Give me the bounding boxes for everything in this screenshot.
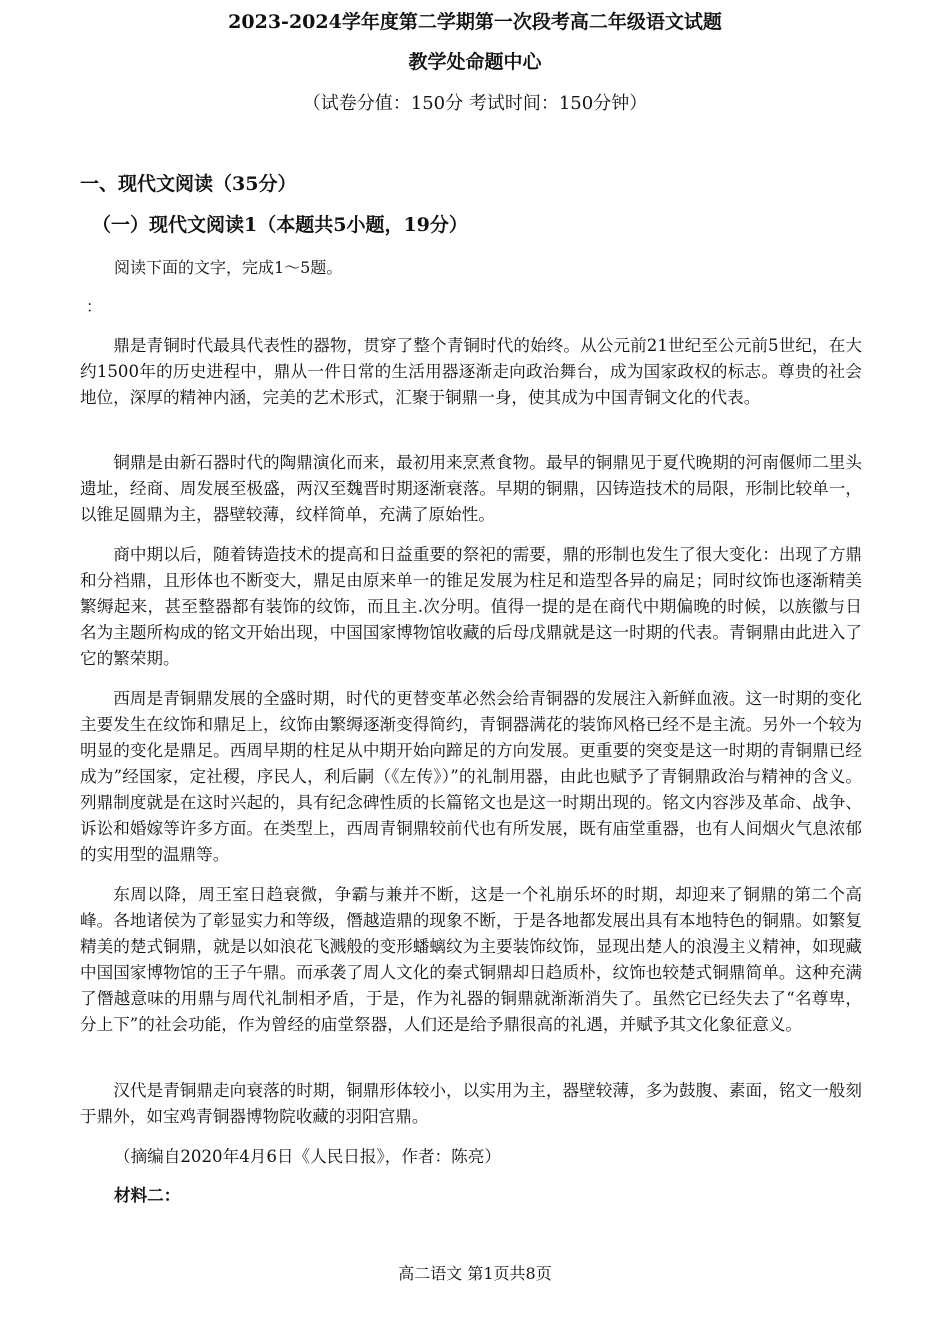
exam-issuer: 教学处命题中心: [408, 51, 542, 73]
reading-instruction: 阅读下面的文字，完成1～5题。: [114, 258, 343, 277]
material-two-label: 材料二：: [114, 1185, 181, 1205]
exam-title: 2023-2024学年度第二学期第一次段考高二年级语文试题: [228, 11, 722, 33]
section-subheading: （一）现代文阅读1（本题共5小题，19分）: [92, 214, 468, 236]
paragraph-5: 东周以降，周王室日趋衰微，争霸与兼并不断，这是一个礼崩乐坏的时期，却迎来了铜鼎的第二个高峰。各地诸侯为了彰显实力和等级，僭越造鼎的现象不断，于是各地都发展出具有本地特色的铜鼎。如繁复精美的楚式铜鼎，就是以如浪花飞溅般的变形蟠螭纹为主要装饰纹饰，显现出楚人的浪漫主义精神，如现藏中国国家博物馆的王子午鼎。而承袭了周人文化的秦式铜鼎却日趋质朴，纹饰也较楚式铜鼎简单。这种充满了僭越意味的用鼎与周代礼制相矛盾，于是，作为礼器的铜鼎就渐渐消失了。虽然它已经失去了“名尊卑，分上下”的社会功能，作为曾经的庙堂祭器，人们还是给予鼎很高的礼遇，并赋予其文化象征意义。: [80, 885, 862, 1034]
paragraph-3: 商中期以后，随着铸造技术的提高和日益重要的祭祀的需要，鼎的形制也发生了很大变化：出现了方鼎和分裆鼎，且形体也不断变大，鼎足由原来单一的锥足发展为柱足和造型各异的扁足；同时纹饰也逐渐精美繁缛起来，甚至整器都有装饰的纹饰，而且主.次分明。值得一提的是在商代中期偏晚的时候，以族徽与日名为主题所构成的铭文开始出现，中国国家博物馆收藏的后母戊鼎就是这一时期的代表。青铜鼎由此进入了它的繁荣期。: [80, 545, 862, 668]
exam-info: （试卷分值：150分 考试时间：150分钟）: [302, 93, 648, 114]
section-heading: 一、现代文阅读（35分）: [80, 173, 297, 195]
material-one-label: ：: [86, 297, 103, 316]
paragraph-4: 西周是青铜鼎发展的全盛时期，时代的更替变革必然会给青铜器的发展注入新鲜血液。这一时期的变化主要发生在纹饰和鼎足上，纹饰由繁缛逐渐变得简约，青铜器满花的装饰风格已经不是主流。另外一个较为明显的变化是鼎足。西周早期的柱足从中期开始向蹄足的方向发展。更重要的突变是这一时期的青铜鼎已经成为”经国家，定社稷，序民人，利后嗣（《左传》）”的礼制用器，由此也赋予了青铜鼎政治与精神的含义。列鼎制度就是在这时兴起的，具有纪念碑性质的长篇铭文也是这一时期出现的。铭文内容涉及革命、战争、诉讼和婚嫁等许多方面。在类型上，西周青铜鼎较前代也有所发展，既有庙堂重器，也有人间烟火气息浓郁的实用型的温鼎等。: [80, 689, 862, 864]
paragraph-2: 铜鼎是由新石器时代的陶鼎演化而来，最初用来烹煮食物。最早的铜鼎见于夏代晚期的河南偃师二里头遗址，经商、周发展至极盛，两汉至魏晋时期逐渐衰落。早期的铜鼎，囚铸造技术的局限，形制比较单一，以锥足圆鼎为主，器壁较薄，纹样简单，充满了原始性。: [80, 453, 862, 524]
paragraph-1: 鼎是青铜时代最具代表性的器物，贯穿了整个青铜时代的始终。从公元前21世纪至公元前5世纪，在大约1500年的历史进程中，鼎从一件日常的生活用器逐渐走向政治舞台，成为国家政权的标志。尊贵的社会地位，深厚的精神内涵，完美的艺术形式，汇聚于铜鼎一身，使其成为中国青铜文化的代表。: [80, 336, 862, 407]
paragraph-6: 汉代是青铜鼎走向衰落的时期，铜鼎形体较小，以实用为主，器壁较薄，多为鼓腹、素面，铭文一般刻于鼎外，如宝鸡青铜器博物院收藏的羽阳宫鼎。: [80, 1081, 862, 1126]
article-source: （摘编自2020年4月6日《人民日报》，作者：陈亮）: [114, 1147, 501, 1166]
page-footer: 高二语文 第1页共8页: [398, 1264, 552, 1283]
